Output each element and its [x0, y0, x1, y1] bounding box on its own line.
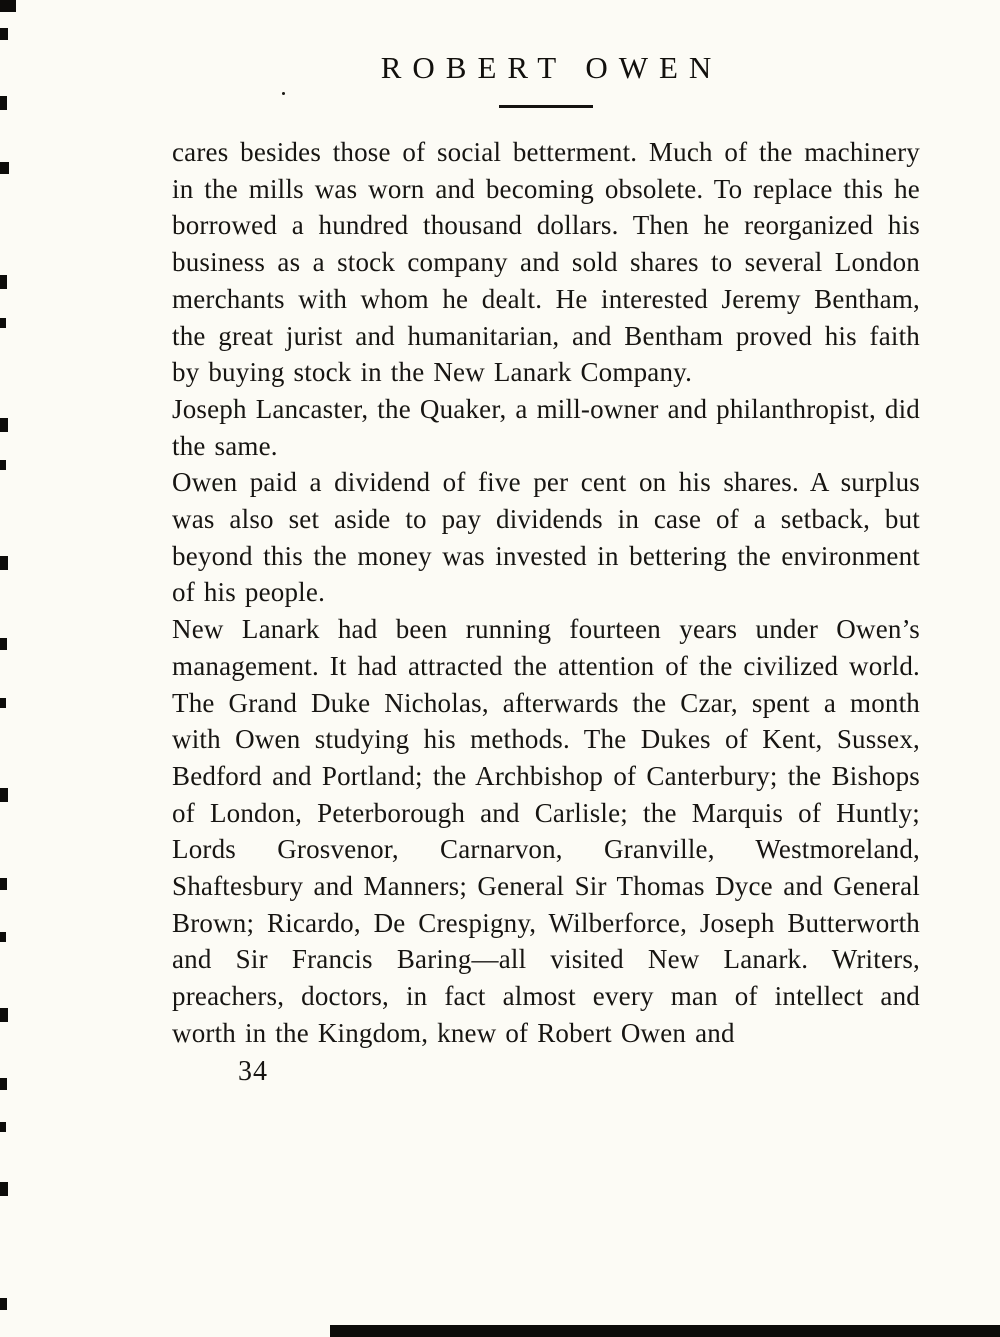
scan-artifact	[0, 1182, 8, 1196]
scan-artifact	[0, 932, 6, 942]
scan-artifact	[0, 788, 8, 802]
paragraph: Owen paid a dividend of five per cent on his shares. A surplus was also set aside to pay dividends in case of a setback, but beyond this the money was invested in bettering the environment of his people.	[172, 467, 920, 608]
page-body	[172, 134, 920, 1052]
scan-artifact	[0, 878, 7, 890]
scan-artifact	[0, 28, 8, 40]
scan-artifact	[0, 556, 8, 570]
scan-artifact	[0, 1298, 7, 1310]
book-page	[172, 50, 920, 1088]
scan-artifact	[0, 318, 6, 328]
scan-artifact	[0, 162, 9, 174]
scan-artifact	[0, 1008, 8, 1022]
page-number: 34	[238, 1055, 268, 1087]
scan-artifact	[0, 96, 7, 110]
scan-artifact-bottom-bar	[330, 1325, 1000, 1337]
scan-artifact	[0, 275, 7, 289]
scan-artifact	[0, 1078, 7, 1090]
paragraph: Joseph Lancaster, the Quaker, a mill-owner and philanthropist, did the same.	[172, 393, 920, 461]
page-header	[172, 50, 920, 108]
scan-artifact	[0, 460, 6, 470]
paragraph: cares besides those of social betterment. Much of the machinery in the mills was worn and becoming obsolete. To replace this he borrowed a hundred thousand dollars. Then he reorganized his business as a stock company and sold shares to several London merchants with whom he dealt. He interested Jeremy Bentham, the great jurist and humanitarian, and Bentham proved his faith by buying stock in the New Lanark Company.	[172, 137, 920, 388]
scan-artifact	[0, 638, 7, 650]
scan-speck-icon	[282, 92, 285, 95]
scan-artifact	[0, 0, 16, 12]
running-head-title: ROBERT OWEN	[380, 50, 723, 85]
scan-artifact	[0, 1122, 6, 1132]
scan-artifact	[0, 418, 8, 432]
scan-artifact	[0, 698, 6, 708]
title-divider-rule	[499, 105, 593, 108]
paragraph: New Lanark had been running fourteen years under Owen’s management. It had attracted the attention of the civilized world. The Grand Duke Nicholas, afterwards the Czar, spent a month with Owen studying his methods. The Dukes of Kent, Sussex, Bedford and Portland; the Archbishop of Canterbury; the Bishops of London, Peterborough and Carlisle; the Marquis of Huntly; Lords Grosvenor, Carnarvon, Granville, Westmoreland, Shaftesbury and Manners; General Sir Thomas Dyce and General Brown; Ricardo, De Crespigny, Wilberforce, Joseph Butterworth and Sir Francis Baring—all visited New Lanark. Writers, preachers, doctors, in fact almost every man of intellect and worth in the Kingdom, knew of Robert Owen and	[172, 614, 920, 1048]
